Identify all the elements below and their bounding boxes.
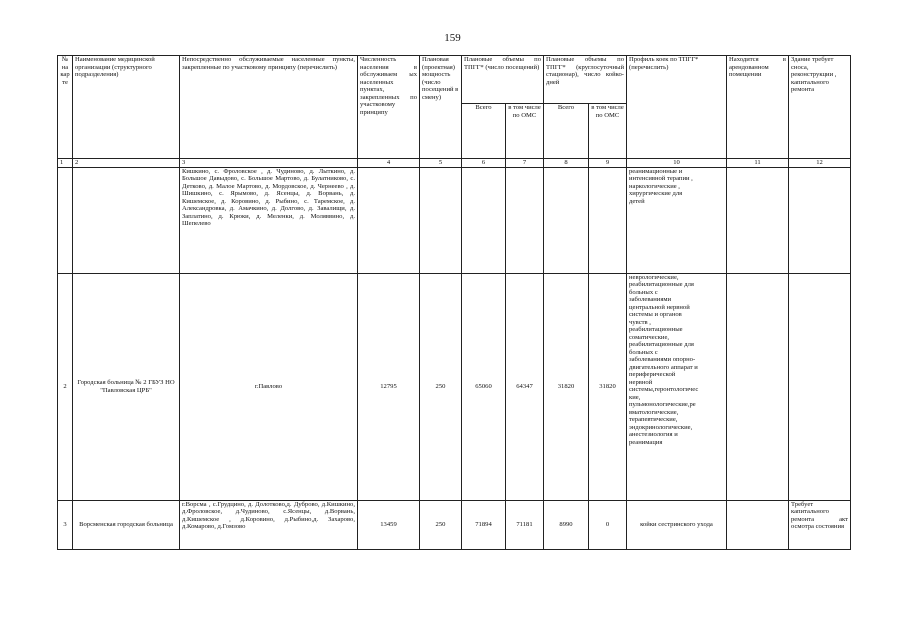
row-beds-total: 8990 <box>544 500 589 549</box>
table-row <box>58 273 851 500</box>
table-row <box>58 167 851 273</box>
header-capacity: Плановая (проектная) мощность (число посещений в смену) <box>420 56 462 159</box>
row-population: 12795 <box>358 273 420 500</box>
header-org: Наименование медицинской организации (структурного подразделения) <box>73 56 180 159</box>
row-visits-total: 65060 <box>462 273 506 500</box>
row-beds-total <box>544 167 589 273</box>
row-profile: реанимационные и интенсивной терапии , наркологические , хирургические для детей <box>627 167 727 273</box>
column-number: 9 <box>589 159 627 168</box>
column-number: 1 <box>58 159 73 168</box>
facilities-table <box>57 55 851 550</box>
row-visits-oms: 71181 <box>506 500 544 549</box>
header-tpgg-visits: Плановые объемы по ТПГГ* (число посещений) <box>462 56 544 104</box>
header-profile: Профиль коек по ТПГГ* (перечислить) <box>627 56 727 159</box>
row-demolition: Требует капитального ремонта акт осмотра состояния <box>789 500 851 549</box>
header-visits-total: Всего <box>462 104 506 159</box>
column-number: 5 <box>420 159 462 168</box>
row-leased <box>727 167 789 273</box>
row-beds-oms: 31820 <box>589 273 627 500</box>
row-num <box>58 167 73 273</box>
column-number: 7 <box>506 159 544 168</box>
header-population: Численность населения в обслуживаем ых населенных пунктах, закрепленных по участковому принципу <box>358 56 420 159</box>
row-settlements: Кишкино, с. Фроловское , д. Чудиново, д. Лыткино, д. Большое Давыдово, с. Большое Мартово, д. Булатниково, с. Детково, д. Малое Мартово, д. Мордовское, д. Чернеево , д. Шишкино, с. Ярымово, д. Ясенцы, д. Ворвань, д. Кишемское, д. Коровино, д. Рыбино, с. Таремское, д. Александровка, д. Амачкино, д. Долгово, д. Завалищи, д. Заплатино, д. Крюки, д. Меленки, д. Моляввино, д. Шепелево <box>180 167 358 273</box>
column-number: 11 <box>727 159 789 168</box>
header-settlements: Непосредственно обслуживаемые населенные пункты, закрепленные по участковому принципу (перечислить) <box>180 56 358 159</box>
row-visits-total: 71894 <box>462 500 506 549</box>
row-demolition <box>789 273 851 500</box>
header-tpgg-beds: Плановые объемы по ТПГГ* (круглосуточный стационар), число койко-дней <box>544 56 627 104</box>
row-demolition <box>789 167 851 273</box>
column-numbers-row <box>58 159 851 168</box>
row-leased <box>727 273 789 500</box>
row-org: Городская больница № 2 ГБУЗ НО "Павловская ЦРБ" <box>73 273 180 500</box>
column-number: 4 <box>358 159 420 168</box>
header-demolition: Здание требует сноса, реконструкции , капитального ремонта <box>789 56 851 159</box>
row-settlements: г.Ворсма , с.Грудцино, д. Долотково,д. Дуброво, д.Кишкино, д.Фроловское, д.Чудиново, с.Ясенцы, д.Ворвань, д.Кишемское , д.Коровино, д.Рыбино,д. Захарово, д.Комарово, д.Гомзово <box>180 500 358 549</box>
row-capacity: 250 <box>420 273 462 500</box>
row-num: 2 <box>58 273 73 500</box>
header-visits-oms: в том числе по ОМС <box>506 104 544 159</box>
column-number: 3 <box>180 159 358 168</box>
row-beds-total: 31820 <box>544 273 589 500</box>
row-beds-oms: 0 <box>589 500 627 549</box>
column-number: 6 <box>462 159 506 168</box>
column-number: 8 <box>544 159 589 168</box>
table-row <box>58 500 851 549</box>
column-number: 12 <box>789 159 851 168</box>
page-number: 159 <box>444 32 461 44</box>
row-population: 13459 <box>358 500 420 549</box>
column-number: 10 <box>627 159 727 168</box>
row-beds-oms <box>589 167 627 273</box>
row-capacity <box>420 167 462 273</box>
row-profile: койки сестринского ухода <box>627 500 727 549</box>
row-visits-oms: 64347 <box>506 273 544 500</box>
header-num: № на кар те <box>58 56 73 159</box>
row-capacity: 250 <box>420 500 462 549</box>
row-visits-total <box>462 167 506 273</box>
row-settlements: г.Павлово <box>180 273 358 500</box>
row-population <box>358 167 420 273</box>
row-profile: неврологические, реабилитационные для больных с заболеваниями центральной нервной системы и органов чувств , реабилитационные соматические, реабилитационные для больных с заболеваниями опорно- двигательного аппарат и периферической нервной системы,геронтологичес кие, пульмонологические,ре вматологические, терапевтические, эндокринологические, анестезиология и реанимация <box>627 273 727 500</box>
header-beds-total: Всего <box>544 104 589 159</box>
row-org <box>73 167 180 273</box>
row-num: 3 <box>58 500 73 549</box>
header-beds-oms: в том числе по ОМС <box>589 104 627 159</box>
column-number: 2 <box>73 159 180 168</box>
row-org: Ворсменская городская больница <box>73 500 180 549</box>
row-visits-oms <box>506 167 544 273</box>
row-leased <box>727 500 789 549</box>
header-leased: Находится в арендованном помещении <box>727 56 789 159</box>
